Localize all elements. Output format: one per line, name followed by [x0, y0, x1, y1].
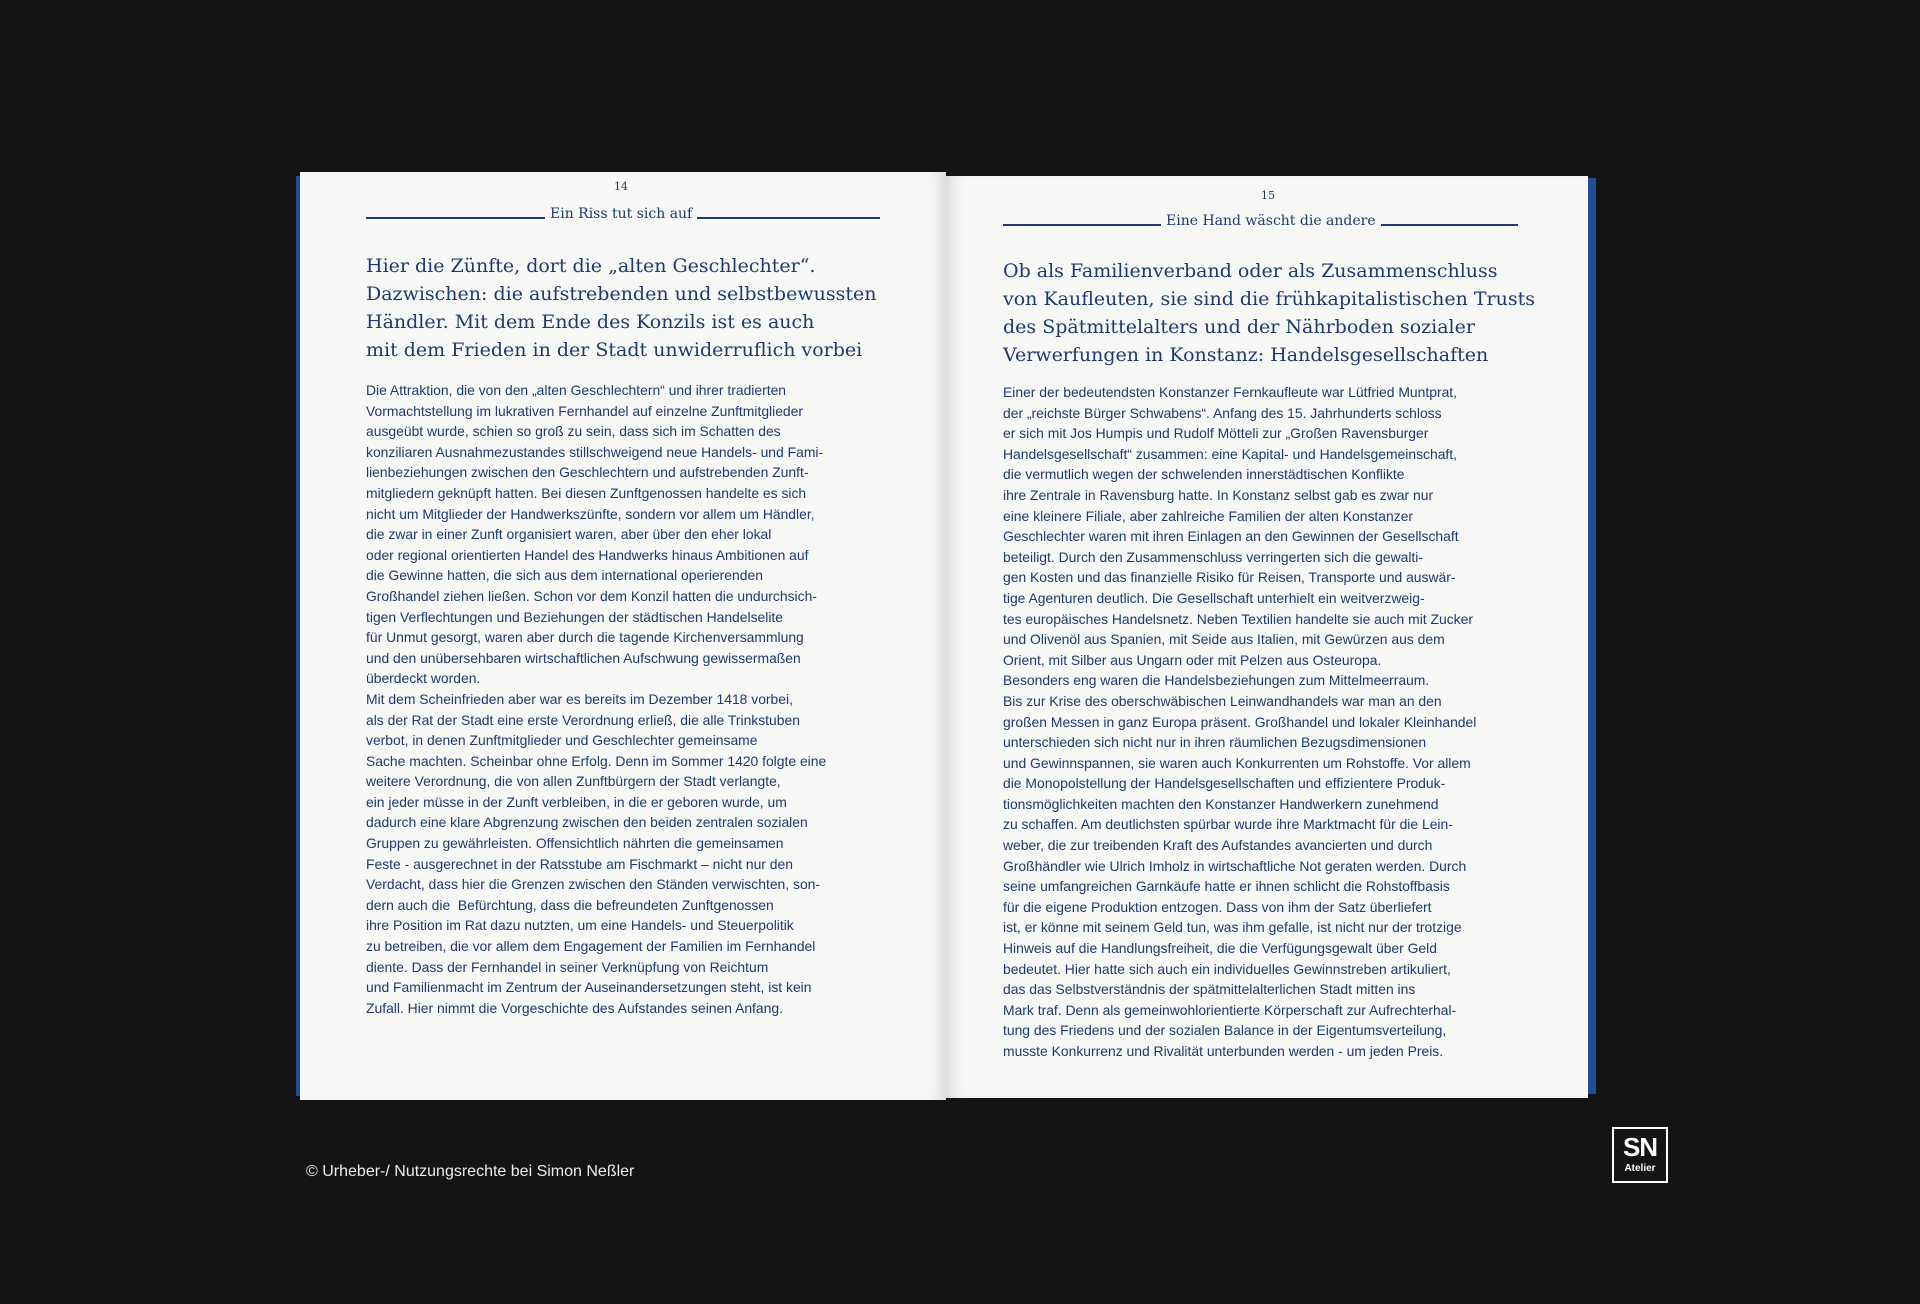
logo-subtitle: Atelier — [1624, 1163, 1656, 1174]
headline-right — [1003, 257, 1535, 369]
headline-right-line: Verwerfungen in Konstanz: Handelsgesellschaften — [1003, 344, 1489, 366]
headline-right-line: des Spätmittelalters und der Nährboden sozialer — [1003, 316, 1475, 338]
body-text-right: Einer der bedeutendsten Konstanzer Fernkaufleute war Lütfried Muntprat, der „reichste Bürger Schwabens“. Anfang des 15. Jahrhunderts schloss er sich mit Jos Humpis und Rudolf Mötteli zur „Großen Ravensburger Handelsgesellschaft“ zusammen: eine Kapital- und Handelsgemeinschaft, die vermutlich wegen der schwelenden innerstädtischen Konflikte ihre Zentrale in Ravensburg hatte. In Konstanz selbst gab es zwar nur eine kleinere Filiale, aber zahlreiche Familien der alten Konstanzer Geschlechter waren mit ihren Einlagen an den Gewinnen der Gesellschaft beteiligt. Durch den Zusammenschluss verringerten sich die gewalti- gen Kosten und das finanzielle Risiko für Reisen, Transporte und auswär- tige Agenturen deutlich. Die Gesellschaft unterhielt ein weitverzweig- tes europäisches Handelsnetz. Neben Textilien handelte sie auch mit Zucker und Olivenöl aus Spanien, mit Seide aus Italien, mit Gewürzen aus dem Orient, mit Silber aus Ungarn oder mit Pelzen aus Osteuropa. Besonders eng waren die Handelsbeziehungen zum Mittelmeerraum. Bis zur Krise des oberschwäbischen Leinwandhandels war man an den großen Messen in ganz Europa präsent. Großhandel und lokaler Kleinhandel unterschieden sich nicht nur in ihren räumlichen Bezugsdimensionen und Gewinnspannen, sie waren auch Konkurrenten um Rohstoffe. Vor allem die Monopolstellung der Handelsgesellschaften und effizientere Produk- tionsmöglichkeiten machten den Konstanzer Handwerkern zunehmend zu schaffen. Am deutlichsten spürbar wurde ihre Marktmacht für die Lein- weber, die zur treibenden Kraft des Aufstandes avancierten und durch Großhändler wie Ulrich Imholz in wirtschaftliche Not geraten werden. Durch seine umfangreichen Garnkäufe hatte er ihnen schlicht die Rohstoffbasis für die eigene Produktion entzogen. Dass von ihm der Satz überliefert ist, er könne mit seinem Geld tun, was ihm gefalle, ist nicht nur der trotzige Hinweis auf die Handlungsfreiheit, die die Verfügungsgewalt über Geld bedeutet. Hier hatte sich auch ein individuelles Gewinnstreben artikuliert, das das Selbstverständnis der spätmittelalterlichen Stadt mitten ins Mark traf. Denn als gemeinwohlorientierte Körperschaft zur Aufrechterhal- tung des Friedens und der sozialen Balance in der Eigentumsverteilung, musste Konkurrenz und Rivalität unterbunden werden - um jeden Preis. — [1003, 384, 1477, 1059]
left-page — [300, 172, 946, 1100]
headline-right-line: Ob als Familienverband oder als Zusammenschluss — [1003, 260, 1498, 282]
headline-right-line: von Kaufleuten, sie sind die frühkapitalistischen Trusts — [1003, 288, 1535, 310]
running-head-left: Ein Riss tut sich auf — [545, 206, 697, 222]
page-number-left: 14 — [614, 180, 628, 193]
copyright-credit: © Urheber-/ Nutzungsrechte bei Simon Neßler — [306, 1163, 635, 1180]
headline-left-line: Hier die Zünfte, dort die „alten Geschlechter“. — [366, 255, 816, 277]
right-page — [946, 176, 1588, 1098]
running-head-right: Eine Hand wäscht die andere — [1161, 213, 1381, 229]
headline-left-line: Händler. Mit dem Ende des Konzils ist es auch — [366, 311, 815, 333]
sn-atelier-logo — [1612, 1127, 1668, 1183]
cover-edge-right — [1588, 178, 1596, 1094]
body-text-left: Die Attraktion, die von den „alten Geschlechtern“ und ihrer tradierten Vormachtstellung im lukrativen Fernhandel auf einzelne Zunftmitglieder ausgeübt wurde, schien so groß zu sein, dass sich im Schatten des konziliaren Ausnahmezustandes stillschweigend neue Handels- und Fami- lienbeziehungen zwischen den Geschlechtern und aufstrebenden Zunft- mitgliedern geknüpft hatten. Bei diesen Zunftgenossen handelte es sich nicht um Mitglieder der Handwerkszünfte, sondern vor allem um Händler, die zwar in einer Zunft organisiert waren, aber über den eher lokal oder regional orientierten Handel des Handwerks hinaus Ambitionen auf die Gewinne hatten, die sich aus dem international operierenden Großhandel ziehen ließen. Schon vor dem Konzil hatten die undurchsich- tigen Verflechtungen und Beziehungen der städtischen Handelselite für Unmut gesorgt, waren aber durch die tagende Kirchenversammlung und den unübersehbaren wirtschaftlichen Aufschwung gewissermaßen überdeckt worden. Mit dem Scheinfrieden aber war es bereits im Dezember 1418 vorbei, als der Rat der Stadt eine erste Verordnung erließ, die alle Trinkstuben verbot, in denen Zunftmitglieder und Geschlechter gemeinsame Sache machten. Scheinbar ohne Erfolg. Denn im Sommer 1420 folgte eine weitere Verordnung, die von allen Zunftbürgern der Stadt verlangte, ein jeder müsse in der Zunft verbleiben, in die er geboren wurde, um dadurch eine klare Abgrenzung zwischen den beiden zentralen sozialen Gruppen zu gewährleisten. Offensichtlich nährten die gemeinsamen Feste - ausgerechnet in der Ratsstube am Fischmarkt – nicht nur den Verdacht, dass hier die Grenzen zwischen den Ständen verwischten, son- dern auch die Befürchtung, dass die befreundeten Zunftgenossen ihre Position im Rat dazu nutzten, um eine Handels- und Steuerpolitik zu betreiben, die vor allem dem Engagement der Familien im Fernhandel diente. Dass der Fernhandel in seiner Verknüpfung von Reichtum und Familienmacht im Zentrum der Auseinandersetzungen steht, ist kein Zufall. Hier nimmt die Vorgeschichte des Aufstandes seinen Anfang. — [366, 382, 827, 1016]
open-booklet — [296, 172, 1596, 1100]
headline-left-line: mit dem Frieden in der Stadt unwiderruflich vorbei — [366, 339, 863, 361]
headline-left-line: Dazwischen: die aufstrebenden und selbstbewussten — [366, 283, 877, 305]
logo-monogram: SN — [1622, 1132, 1658, 1162]
page-number-right: 15 — [1261, 189, 1275, 202]
headline-left — [366, 252, 876, 364]
